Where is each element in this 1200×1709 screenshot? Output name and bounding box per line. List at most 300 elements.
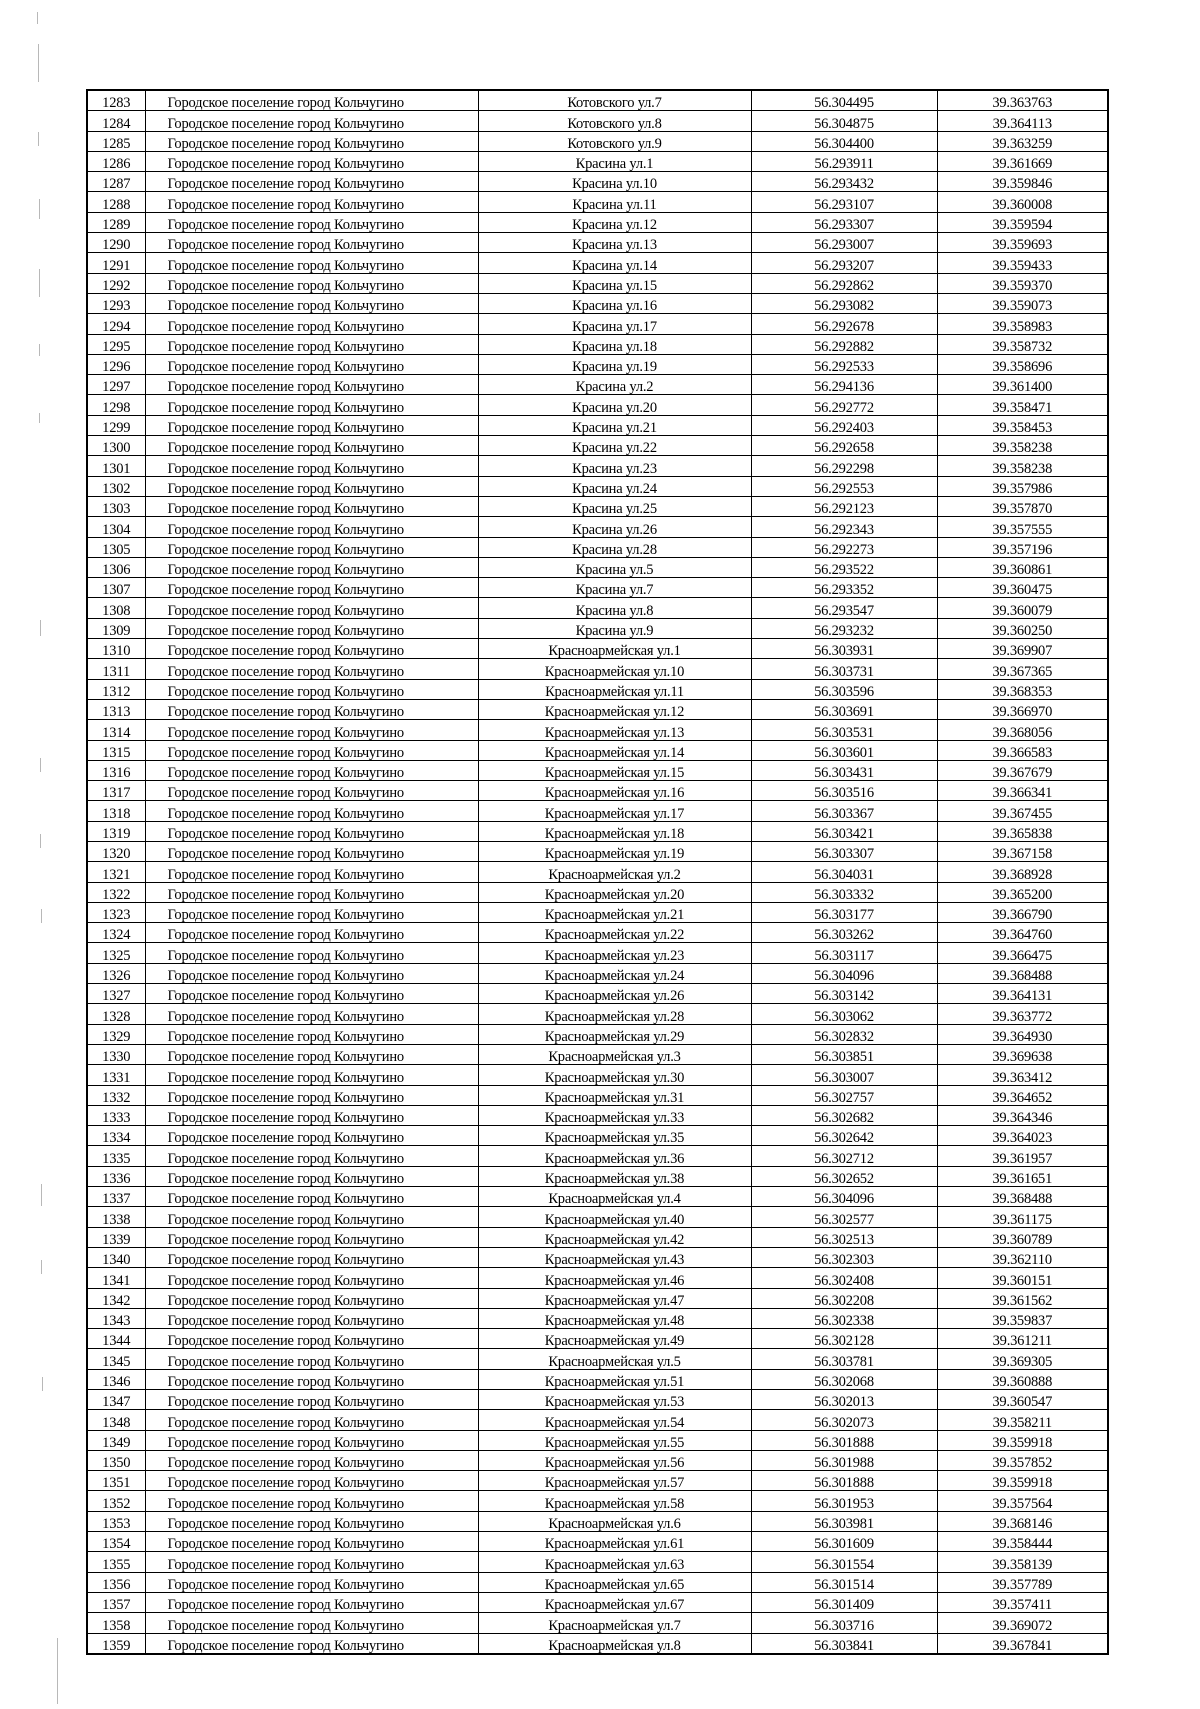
street-address: Красина ул.5 xyxy=(478,557,751,577)
longitude-value: 39.366583 xyxy=(937,740,1108,760)
longitude-value: 39.360250 xyxy=(937,618,1108,638)
latitude-value: 56.293082 xyxy=(751,293,937,313)
row-number: 1334 xyxy=(87,1126,145,1146)
street-address: Красина ул.26 xyxy=(478,517,751,537)
table-row xyxy=(87,233,1108,253)
latitude-value: 56.303601 xyxy=(751,740,937,760)
table-row xyxy=(87,1146,1108,1166)
table-row xyxy=(87,436,1108,456)
table-row xyxy=(87,1390,1108,1410)
settlement-name: Городское поселение город Кольчугино xyxy=(145,172,478,192)
longitude-value: 39.363772 xyxy=(937,1004,1108,1024)
settlement-name: Городское поселение город Кольчугино xyxy=(145,821,478,841)
street-address: Красноармейская ул.29 xyxy=(478,1024,751,1044)
longitude-value: 39.358471 xyxy=(937,395,1108,415)
latitude-value: 56.292882 xyxy=(751,334,937,354)
street-address: Красноармейская ул.31 xyxy=(478,1085,751,1105)
settlement-name: Городское поселение город Кольчугино xyxy=(145,111,478,131)
latitude-value: 56.303716 xyxy=(751,1613,937,1633)
table-row xyxy=(87,557,1108,577)
row-number: 1305 xyxy=(87,537,145,557)
row-number: 1294 xyxy=(87,314,145,334)
row-number: 1308 xyxy=(87,598,145,618)
table-row xyxy=(87,1410,1108,1430)
latitude-value: 56.292678 xyxy=(751,314,937,334)
longitude-value: 39.358211 xyxy=(937,1410,1108,1430)
table-row xyxy=(87,699,1108,719)
latitude-value: 56.302832 xyxy=(751,1024,937,1044)
settlement-name: Городское поселение город Кольчугино xyxy=(145,679,478,699)
table-row xyxy=(87,639,1108,659)
row-number: 1343 xyxy=(87,1308,145,1328)
table-row xyxy=(87,1430,1108,1450)
street-address: Красноармейская ул.23 xyxy=(478,943,751,963)
table-row xyxy=(87,1044,1108,1064)
street-address: Красноармейская ул.26 xyxy=(478,984,751,1004)
longitude-value: 39.360008 xyxy=(937,192,1108,212)
street-address: Красноармейская ул.8 xyxy=(478,1633,751,1654)
latitude-value: 56.303367 xyxy=(751,801,937,821)
latitude-value: 56.302757 xyxy=(751,1085,937,1105)
street-address: Красина ул.10 xyxy=(478,172,751,192)
table-row xyxy=(87,578,1108,598)
scan-mark xyxy=(39,413,40,423)
settlement-name: Городское поселение город Кольчугино xyxy=(145,578,478,598)
latitude-value: 56.302513 xyxy=(751,1227,937,1247)
latitude-value: 56.303142 xyxy=(751,984,937,1004)
settlement-name: Городское поселение город Кольчугино xyxy=(145,801,478,821)
settlement-name: Городское поселение город Кольчугино xyxy=(145,1166,478,1186)
street-address: Красноармейская ул.51 xyxy=(478,1369,751,1389)
row-number: 1315 xyxy=(87,740,145,760)
settlement-name: Городское поселение город Кольчугино xyxy=(145,943,478,963)
longitude-value: 39.367841 xyxy=(937,1633,1108,1654)
settlement-name: Городское поселение город Кольчугино xyxy=(145,1410,478,1430)
latitude-value: 56.301888 xyxy=(751,1430,937,1450)
table-row xyxy=(87,1247,1108,1267)
latitude-value: 56.293911 xyxy=(751,151,937,171)
longitude-value: 39.368146 xyxy=(937,1511,1108,1531)
longitude-value: 39.367679 xyxy=(937,760,1108,780)
row-number: 1321 xyxy=(87,862,145,882)
row-number: 1316 xyxy=(87,760,145,780)
table-row xyxy=(87,1065,1108,1085)
settlement-name: Городское поселение город Кольчугино xyxy=(145,436,478,456)
table-row xyxy=(87,476,1108,496)
longitude-value: 39.369305 xyxy=(937,1349,1108,1369)
row-number: 1307 xyxy=(87,578,145,598)
settlement-name: Городское поселение город Кольчугино xyxy=(145,415,478,435)
row-number: 1338 xyxy=(87,1207,145,1227)
latitude-value: 56.301514 xyxy=(751,1572,937,1592)
street-address: Красноармейская ул.42 xyxy=(478,1227,751,1247)
street-address: Красноармейская ул.40 xyxy=(478,1207,751,1227)
settlement-name: Городское поселение город Кольчугино xyxy=(145,882,478,902)
settlement-name: Городское поселение город Кольчугино xyxy=(145,1187,478,1207)
longitude-value: 39.358139 xyxy=(937,1552,1108,1572)
row-number: 1339 xyxy=(87,1227,145,1247)
latitude-value: 56.303781 xyxy=(751,1349,937,1369)
row-number: 1347 xyxy=(87,1390,145,1410)
longitude-value: 39.359918 xyxy=(937,1471,1108,1491)
settlement-name: Городское поселение город Кольчугино xyxy=(145,496,478,516)
latitude-value: 56.293547 xyxy=(751,598,937,618)
street-address: Красноармейская ул.15 xyxy=(478,760,751,780)
longitude-value: 39.364760 xyxy=(937,923,1108,943)
street-address: Красина ул.24 xyxy=(478,476,751,496)
longitude-value: 39.359837 xyxy=(937,1308,1108,1328)
longitude-value: 39.357789 xyxy=(937,1572,1108,1592)
row-number: 1284 xyxy=(87,111,145,131)
longitude-value: 39.365838 xyxy=(937,821,1108,841)
latitude-value: 56.292343 xyxy=(751,517,937,537)
longitude-value: 39.359370 xyxy=(937,273,1108,293)
street-address: Красноармейская ул.35 xyxy=(478,1126,751,1146)
longitude-value: 39.358983 xyxy=(937,314,1108,334)
latitude-value: 56.301888 xyxy=(751,1471,937,1491)
street-address: Красноармейская ул.46 xyxy=(478,1268,751,1288)
longitude-value: 39.368056 xyxy=(937,720,1108,740)
table-row xyxy=(87,1552,1108,1572)
row-number: 1355 xyxy=(87,1552,145,1572)
row-number: 1304 xyxy=(87,517,145,537)
row-number: 1335 xyxy=(87,1146,145,1166)
street-address: Красноармейская ул.53 xyxy=(478,1390,751,1410)
latitude-value: 56.302652 xyxy=(751,1166,937,1186)
row-number: 1341 xyxy=(87,1268,145,1288)
table-row xyxy=(87,1633,1108,1654)
settlement-name: Городское поселение город Кольчугино xyxy=(145,334,478,354)
row-number: 1340 xyxy=(87,1247,145,1267)
longitude-value: 39.357196 xyxy=(937,537,1108,557)
table-row xyxy=(87,720,1108,740)
latitude-value: 56.304875 xyxy=(751,111,937,131)
table-row xyxy=(87,314,1108,334)
street-address: Красноармейская ул.3 xyxy=(478,1044,751,1064)
street-address: Красина ул.15 xyxy=(478,273,751,293)
latitude-value: 56.303931 xyxy=(751,639,937,659)
row-number: 1318 xyxy=(87,801,145,821)
table-row xyxy=(87,1105,1108,1125)
settlement-name: Городское поселение город Кольчугино xyxy=(145,1024,478,1044)
row-number: 1324 xyxy=(87,923,145,943)
settlement-name: Городское поселение город Кольчугино xyxy=(145,1450,478,1470)
row-number: 1298 xyxy=(87,395,145,415)
row-number: 1359 xyxy=(87,1633,145,1654)
row-number: 1301 xyxy=(87,456,145,476)
table-row xyxy=(87,415,1108,435)
scan-mark xyxy=(40,620,41,636)
settlement-name: Городское поселение город Кольчугино xyxy=(145,639,478,659)
longitude-value: 39.358238 xyxy=(937,456,1108,476)
longitude-value: 39.361562 xyxy=(937,1288,1108,1308)
row-number: 1319 xyxy=(87,821,145,841)
longitude-value: 39.367365 xyxy=(937,659,1108,679)
table-row xyxy=(87,253,1108,273)
scan-mark xyxy=(57,1638,58,1704)
table-row xyxy=(87,131,1108,151)
street-address: Красина ул.19 xyxy=(478,354,751,374)
latitude-value: 56.303841 xyxy=(751,1633,937,1654)
row-number: 1357 xyxy=(87,1592,145,1612)
scan-mark xyxy=(41,909,42,923)
street-address: Красноармейская ул.24 xyxy=(478,963,751,983)
settlement-name: Городское поселение город Кольчугино xyxy=(145,1572,478,1592)
street-address: Красина ул.18 xyxy=(478,334,751,354)
table-row xyxy=(87,212,1108,232)
street-address: Красноармейская ул.12 xyxy=(478,699,751,719)
table-row xyxy=(87,781,1108,801)
settlement-name: Городское поселение город Кольчугино xyxy=(145,1430,478,1450)
scan-mark xyxy=(41,1184,42,1206)
street-address: Красноармейская ул.6 xyxy=(478,1511,751,1531)
row-number: 1322 xyxy=(87,882,145,902)
street-address: Красноармейская ул.18 xyxy=(478,821,751,841)
street-address: Красноармейская ул.13 xyxy=(478,720,751,740)
scan-mark xyxy=(38,132,39,146)
row-number: 1300 xyxy=(87,436,145,456)
street-address: Красноармейская ул.61 xyxy=(478,1532,751,1552)
table-row xyxy=(87,618,1108,638)
table-row xyxy=(87,151,1108,171)
latitude-value: 56.292403 xyxy=(751,415,937,435)
street-address: Красина ул.20 xyxy=(478,395,751,415)
street-address: Красноармейская ул.33 xyxy=(478,1105,751,1125)
row-number: 1332 xyxy=(87,1085,145,1105)
row-number: 1314 xyxy=(87,720,145,740)
settlement-name: Городское поселение город Кольчугино xyxy=(145,1004,478,1024)
latitude-value: 56.303177 xyxy=(751,902,937,922)
scan-mark xyxy=(39,199,40,219)
longitude-value: 39.360475 xyxy=(937,578,1108,598)
settlement-name: Городское поселение город Кольчугино xyxy=(145,720,478,740)
longitude-value: 39.363259 xyxy=(937,131,1108,151)
row-number: 1353 xyxy=(87,1511,145,1531)
row-number: 1303 xyxy=(87,496,145,516)
longitude-value: 39.364346 xyxy=(937,1105,1108,1125)
longitude-value: 39.366341 xyxy=(937,781,1108,801)
row-number: 1354 xyxy=(87,1532,145,1552)
street-address: Красноармейская ул.43 xyxy=(478,1247,751,1267)
street-address: Красноармейская ул.4 xyxy=(478,1187,751,1207)
latitude-value: 56.303691 xyxy=(751,699,937,719)
latitude-value: 56.302073 xyxy=(751,1410,937,1430)
row-number: 1293 xyxy=(87,293,145,313)
street-address: Красноармейская ул.11 xyxy=(478,679,751,699)
settlement-name: Городское поселение город Кольчугино xyxy=(145,963,478,983)
longitude-value: 39.364023 xyxy=(937,1126,1108,1146)
latitude-value: 56.293107 xyxy=(751,192,937,212)
street-address: Красина ул.23 xyxy=(478,456,751,476)
table-row xyxy=(87,1268,1108,1288)
table-row xyxy=(87,517,1108,537)
settlement-name: Городское поселение город Кольчугино xyxy=(145,984,478,1004)
table-row xyxy=(87,1592,1108,1612)
latitude-value: 56.293432 xyxy=(751,172,937,192)
settlement-name: Городское поселение город Кольчугино xyxy=(145,760,478,780)
latitude-value: 56.301554 xyxy=(751,1552,937,1572)
row-number: 1342 xyxy=(87,1288,145,1308)
latitude-value: 56.301953 xyxy=(751,1491,937,1511)
settlement-name: Городское поселение город Кольчугино xyxy=(145,253,478,273)
table-row xyxy=(87,1085,1108,1105)
settlement-name: Городское поселение город Кольчугино xyxy=(145,841,478,861)
latitude-value: 56.292553 xyxy=(751,476,937,496)
longitude-value: 39.369907 xyxy=(937,639,1108,659)
street-address: Красина ул.1 xyxy=(478,151,751,171)
longitude-value: 39.357986 xyxy=(937,476,1108,496)
longitude-value: 39.368353 xyxy=(937,679,1108,699)
street-address: Красина ул.9 xyxy=(478,618,751,638)
latitude-value: 56.303307 xyxy=(751,841,937,861)
street-address: Красноармейская ул.14 xyxy=(478,740,751,760)
street-address: Красноармейская ул.10 xyxy=(478,659,751,679)
latitude-value: 56.303851 xyxy=(751,1044,937,1064)
longitude-value: 39.361957 xyxy=(937,1146,1108,1166)
table-row xyxy=(87,1308,1108,1328)
longitude-value: 39.358238 xyxy=(937,436,1108,456)
latitude-value: 56.304096 xyxy=(751,963,937,983)
settlement-name: Городское поселение город Кольчугино xyxy=(145,1308,478,1328)
row-number: 1329 xyxy=(87,1024,145,1044)
table-row xyxy=(87,395,1108,415)
street-address: Красноармейская ул.58 xyxy=(478,1491,751,1511)
settlement-name: Городское поселение город Кольчугино xyxy=(145,517,478,537)
longitude-value: 39.359073 xyxy=(937,293,1108,313)
latitude-value: 56.301609 xyxy=(751,1532,937,1552)
longitude-value: 39.357564 xyxy=(937,1491,1108,1511)
settlement-name: Городское поселение город Кольчугино xyxy=(145,90,478,111)
settlement-name: Городское поселение город Кольчугино xyxy=(145,557,478,577)
table-row xyxy=(87,882,1108,902)
latitude-value: 56.293352 xyxy=(751,578,937,598)
latitude-value: 56.304096 xyxy=(751,1187,937,1207)
settlement-name: Городское поселение город Кольчугино xyxy=(145,1349,478,1369)
latitude-value: 56.302577 xyxy=(751,1207,937,1227)
table-row xyxy=(87,1369,1108,1389)
street-address: Красноармейская ул.57 xyxy=(478,1471,751,1491)
row-number: 1333 xyxy=(87,1105,145,1125)
longitude-value: 39.368488 xyxy=(937,1187,1108,1207)
settlement-name: Городское поселение город Кольчугино xyxy=(145,314,478,334)
table-row xyxy=(87,821,1108,841)
table-row xyxy=(87,1613,1108,1633)
table-row xyxy=(87,90,1108,111)
latitude-value: 56.292862 xyxy=(751,273,937,293)
table-row xyxy=(87,1166,1108,1186)
row-number: 1336 xyxy=(87,1166,145,1186)
longitude-value: 39.369072 xyxy=(937,1613,1108,1633)
row-number: 1290 xyxy=(87,233,145,253)
scan-mark xyxy=(41,1260,42,1274)
longitude-value: 39.360861 xyxy=(937,557,1108,577)
scan-mark xyxy=(40,834,41,848)
latitude-value: 56.293232 xyxy=(751,618,937,638)
table-row xyxy=(87,984,1108,1004)
table-row xyxy=(87,1471,1108,1491)
latitude-value: 56.302303 xyxy=(751,1247,937,1267)
latitude-value: 56.304495 xyxy=(751,90,937,111)
street-address: Красноармейская ул.16 xyxy=(478,781,751,801)
street-address: Красина ул.22 xyxy=(478,436,751,456)
row-number: 1352 xyxy=(87,1491,145,1511)
row-number: 1323 xyxy=(87,902,145,922)
settlement-name: Городское поселение город Кольчугино xyxy=(145,1592,478,1612)
row-number: 1311 xyxy=(87,659,145,679)
settlement-name: Городское поселение город Кольчугино xyxy=(145,192,478,212)
table-row xyxy=(87,172,1108,192)
scan-mark xyxy=(38,44,39,82)
settlement-name: Городское поселение город Кольчугино xyxy=(145,395,478,415)
settlement-name: Городское поселение город Кольчугино xyxy=(145,1511,478,1531)
row-number: 1350 xyxy=(87,1450,145,1470)
longitude-value: 39.358453 xyxy=(937,415,1108,435)
street-address: Красина ул.17 xyxy=(478,314,751,334)
settlement-name: Городское поселение город Кольчугино xyxy=(145,618,478,638)
street-address: Красноармейская ул.54 xyxy=(478,1410,751,1430)
row-number: 1351 xyxy=(87,1471,145,1491)
settlement-name: Городское поселение город Кольчугино xyxy=(145,476,478,496)
settlement-name: Городское поселение город Кольчугино xyxy=(145,151,478,171)
longitude-value: 39.361400 xyxy=(937,375,1108,395)
latitude-value: 56.302068 xyxy=(751,1369,937,1389)
longitude-value: 39.359918 xyxy=(937,1430,1108,1450)
latitude-value: 56.303731 xyxy=(751,659,937,679)
longitude-value: 39.360789 xyxy=(937,1227,1108,1247)
table-row xyxy=(87,273,1108,293)
row-number: 1331 xyxy=(87,1065,145,1085)
street-address: Котовского ул.7 xyxy=(478,90,751,111)
street-address: Красноармейская ул.1 xyxy=(478,639,751,659)
row-number: 1317 xyxy=(87,781,145,801)
settlement-name: Городское поселение город Кольчугино xyxy=(145,1613,478,1633)
longitude-value: 39.360151 xyxy=(937,1268,1108,1288)
table-row xyxy=(87,354,1108,374)
settlement-name: Городское поселение город Кольчугино xyxy=(145,862,478,882)
table-row xyxy=(87,375,1108,395)
longitude-value: 39.368928 xyxy=(937,862,1108,882)
longitude-value: 39.364930 xyxy=(937,1024,1108,1044)
latitude-value: 56.303332 xyxy=(751,882,937,902)
longitude-value: 39.359846 xyxy=(937,172,1108,192)
latitude-value: 56.302712 xyxy=(751,1146,937,1166)
street-address: Красноармейская ул.30 xyxy=(478,1065,751,1085)
settlement-name: Городское поселение город Кольчугино xyxy=(145,1126,478,1146)
latitude-value: 56.301409 xyxy=(751,1592,937,1612)
settlement-name: Городское поселение город Кольчугино xyxy=(145,1268,478,1288)
table-row xyxy=(87,537,1108,557)
table-row xyxy=(87,1126,1108,1146)
row-number: 1349 xyxy=(87,1430,145,1450)
street-address: Красноармейская ул.67 xyxy=(478,1592,751,1612)
row-number: 1292 xyxy=(87,273,145,293)
latitude-value: 56.303516 xyxy=(751,781,937,801)
longitude-value: 39.358444 xyxy=(937,1532,1108,1552)
street-address: Красина ул.13 xyxy=(478,233,751,253)
street-address: Красноармейская ул.63 xyxy=(478,1552,751,1572)
latitude-value: 56.294136 xyxy=(751,375,937,395)
longitude-value: 39.357555 xyxy=(937,517,1108,537)
table-row xyxy=(87,1187,1108,1207)
longitude-value: 39.366970 xyxy=(937,699,1108,719)
table-row xyxy=(87,679,1108,699)
settlement-name: Городское поселение город Кольчугино xyxy=(145,1390,478,1410)
latitude-value: 56.303262 xyxy=(751,923,937,943)
table-row xyxy=(87,111,1108,131)
settlement-name: Городское поселение город Кольчугино xyxy=(145,1227,478,1247)
latitude-value: 56.303431 xyxy=(751,760,937,780)
longitude-value: 39.361211 xyxy=(937,1329,1108,1349)
